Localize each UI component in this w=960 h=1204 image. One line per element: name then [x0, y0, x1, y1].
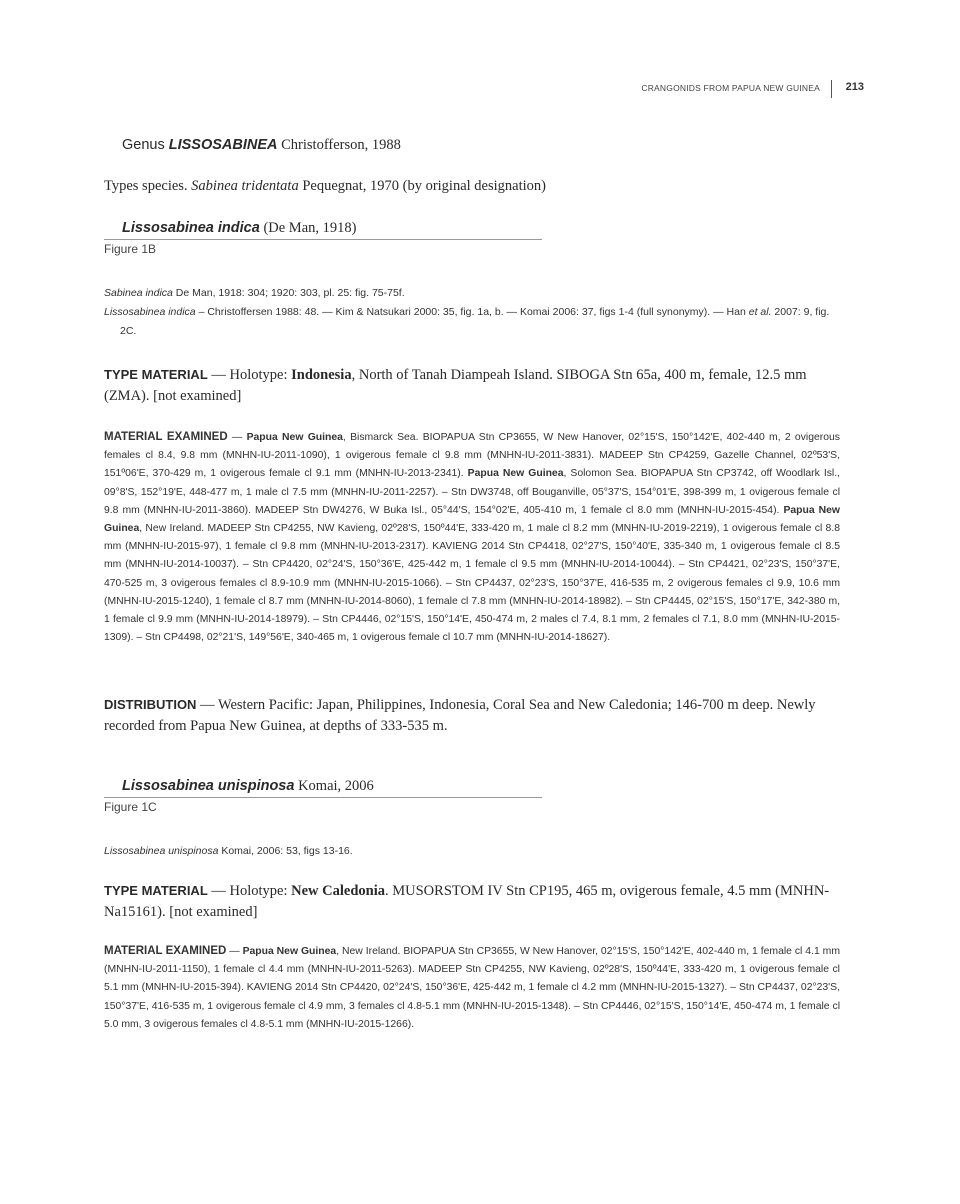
type-material-locality: Indonesia [291, 367, 352, 383]
species-authority: (De Man, 1918) [259, 220, 357, 236]
material-examined-label: MATERIAL EXAMINED [104, 431, 228, 443]
material-examined-label: MATERIAL EXAMINED [104, 945, 227, 957]
material-text: , Bismarck Sea. BIOPAPUA Stn CP3655, W New Hanover, 02°15'S, 150°142'E, 402-440 m, 2 ovigerous females cl 8.4, 9.8 mm (MNHN-IU-2011-1090), 1 ovigerous female cl 9.8 mm (MNHN-IU-2011-3831). MADEEP Stn CP4259, Gazelle Channel, 02º53'S, 151º06'E, 370-429 m, 1 ovigerous female cl 9.1 mm (MNHN-IU-2013-2341). [104, 432, 840, 480]
synonym-name: Sabinea indica [104, 287, 173, 299]
distribution-label: DISTRIBUTION [104, 697, 197, 712]
locality-bold: Papua New Guinea [242, 946, 337, 957]
material-examined-indica [104, 428, 840, 647]
genus-authority: Christofferson, 1988 [277, 137, 401, 153]
types-species-label: Types species. [104, 178, 192, 194]
figure-reference: Figure 1B [104, 242, 157, 256]
type-material-unispinosa [104, 880, 840, 923]
genus-prefix: Genus [122, 137, 169, 153]
species-heading-indica [104, 220, 840, 256]
type-material-text: , North of Tanah Diampeah Island. SIBOGA Stn 65a, 400 m, female, 12.5 mm (ZMA). [not examined] [104, 367, 807, 404]
species-name: Lissosabinea unispinosa [122, 778, 295, 794]
types-species [104, 178, 840, 195]
synonym-name: Lissosabinea unispinosa [104, 845, 219, 857]
synonymy-entry [104, 842, 840, 861]
type-material-holotype: — Holotype: [207, 883, 292, 899]
genus-name: LISSOSABINEA [168, 137, 278, 153]
type-material-text: . MUSORSTOM IV Stn CP195, 465 m, ovigerous female, 4.5 mm (MNHN-Na15161). [not examined] [104, 883, 830, 920]
genus-heading [122, 137, 858, 154]
running-head-divider [831, 80, 832, 98]
type-material-indica [104, 364, 840, 407]
types-species-name: Sabinea tridentata [191, 178, 299, 194]
material-text: , New Ireland. BIOPAPUA Stn CP3655, W New Hanover, 02°15'S, 150°142'E, 402-440 m, 1 female cl 4.1 mm (MNHN-IU-2011-1150), 1 female cl 4.4 mm (MNHN-IU-2011-5263). MADEEP Stn CP4255, NW Kavieng, 02º28'S, 150º44'E, 333-420 m, 1 ovigerous female cl 5.1 mm (MNHN-IU-2015-394). KAVIENG 2014 Stn CP4420, 02°24'S, 150°36'E, 425-442 m, 1 female cl 4.2 mm (MNHN-IU-2015-1327). – Stn CP4437, 02°23'S, 150°37'E, 416-535 m, 1 ovigerous female cl 4.9 mm, 3 females cl 4.8-5.1 mm (MNHN-IU-2015-1348). – Stn CP4446, 02°15'S, 150°14'E, 450-474 m, 1 female cl 5.0 mm, 3 ovigerous females cl 4.8-5.1 mm (MNHN-IU-2015-1266). [104, 946, 840, 1030]
species-heading-unispinosa [104, 778, 840, 814]
figure-reference: Figure 1C [104, 800, 157, 814]
synonymy-entry [104, 284, 840, 303]
running-head-title: CRANGONIDS FROM PAPUA NEW GUINEA [641, 83, 820, 93]
synonymy-entry [104, 303, 840, 341]
type-material-label: TYPE MATERIAL [104, 367, 208, 382]
material-text: , Solomon Sea. BIOPAPUA Stn CP3742, off Woodlark Isl., 09°8'S, 152°19'E, 448-477 m, 1 male cl 7.5 mm (MNHN-IU-2011-2257). – Stn DW3748, off Bouganville, 05°37'S, 154°01'E, 398-399 m, 1 ovigerous female cl 9.8 mm (MNHN-IU-2011-3860). MADEEP Stn DW4276, W Buka Isl., 05°44'S, 154°02'E, 405-410 m, 1 female cl 8.0 mm (MNHN-IU-2015-454). [104, 468, 841, 516]
type-material-locality: New Caledonia [291, 883, 385, 899]
material-examined-unispinosa [104, 942, 840, 1034]
distribution-text: — Western Pacific: Japan, Philippines, Indonesia, Coral Sea and New Caledonia; 146-700 m deep. Newly recorded from Papua New Guinea, at depths of 333-535 m. [104, 697, 816, 734]
synonym-citation: Komai, 2006: 53, figs 13-16. [218, 845, 353, 857]
types-species-rest: Pequegnat, 1970 (by original designation) [298, 178, 546, 194]
synonymy-unispinosa [104, 842, 840, 861]
material-text: , New Ireland. MADEEP Stn CP4255, NW Kavieng, 02º28'S, 150º44'E, 333-420 m, 1 male cl 8.2 mm (MNHN-IU-2019-2219), 1 ovigerous female cl 8.8 mm (MNHN-IU-2015-97), 1 female cl 9.8 mm (MNHN-IU-2013-2317). KAVIENG 2014 Stn CP4418, 02°27'S, 150°40'E, 335-340 m, 1 ovigerous female cl 8.5 mm (MNHN-IU-2014-10037). – Stn CP4420, 02°24'S, 150°36'E, 425-442 m, 1 female cl 9.5 mm (MNHN-IU-2014-10044). – Stn CP4421, 02°23'S, 150°37'E, 470-525 m, 3 ovigerous females cl 8.9-10.9 mm (MNHN-IU-2015-1066). – Stn CP4437, 02°23'S, 150°37'E, 416-535 m, 2 ovigerous females cl 9.9, 10.6 mm (MNHN-IU-2015-1240), 1 female cl 8.7 mm (MNHN-IU-2014-8060), 1 female cl 7.8 mm (MNHN-IU-2014-18982). – Stn CP4445, 02°15'S, 150°17'E, 342-380 m, 1 female cl 9.9 mm (MNHN-IU-2014-18979). – Stn CP4446, 02°15'S, 150°14'E, 450-474 m, 2 males cl 7.4, 8.1 mm, 2 females cl 7.1, 8.0 mm (MNHN-IU-2015-1309). – Stn CP4498, 02°21'S, 149°56'E, 340-465 m, 1 ovigerous female cl 10.7 mm (MNHN-IU-2014-18627). [104, 523, 840, 644]
locality-bold: Papua New Guinea [246, 432, 343, 443]
synonym-citation-end: 2007: 9, fig. 2C. [120, 306, 830, 337]
species-name: Lissosabinea indica [122, 220, 260, 236]
synonym-etal: et al. [748, 306, 772, 318]
running-head [600, 80, 864, 98]
species-title [104, 220, 542, 240]
type-material-label: TYPE MATERIAL [104, 883, 208, 898]
synonym-name: Lissosabinea indica [104, 306, 196, 318]
dash: — [227, 432, 247, 443]
locality-bold: Papua New Guinea [467, 468, 564, 480]
dash: — [226, 946, 243, 957]
locality-bold: Papua New Guinea [104, 504, 840, 535]
page-number: 213 [845, 81, 864, 93]
distribution-indica [104, 694, 840, 737]
type-material-holotype: — Holotype: [207, 367, 292, 383]
synonymy-indica [104, 284, 840, 341]
synonym-citation: De Man, 1918: 304; 1920: 303, pl. 25: fig. 75-75f. [172, 287, 405, 299]
species-authority: Komai, 2006 [294, 778, 374, 794]
synonym-citation: – Christoffersen 1988: 48. — Kim & Natsukari 2000: 35, fig. 1a, b. — Komai 2006: 37, figs 1-4 (full synonymy). — Han [195, 306, 749, 318]
species-title [104, 778, 542, 798]
